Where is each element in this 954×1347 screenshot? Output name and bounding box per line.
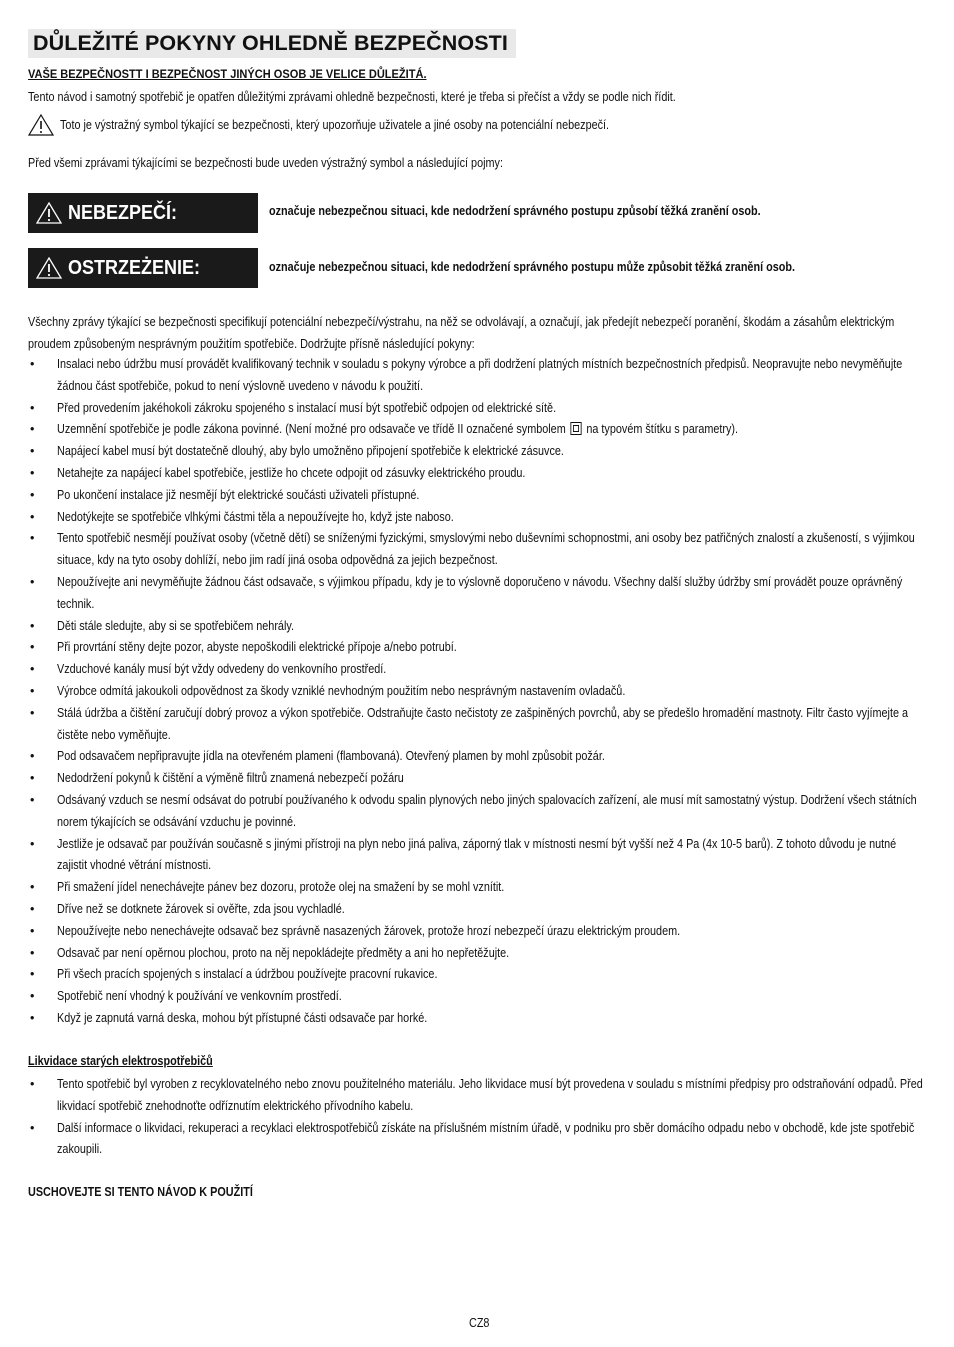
warning-triangle-icon <box>28 114 54 136</box>
list-item: • Nepoužívejte ani nevyměňujte žádnou část odsavače, s výjimkou případu, kdy je to výslovně doporučeno v návodu. Všechny další služby údržby smí provádět pouze oprávněný technik. <box>30 574 903 611</box>
danger-box <box>28 193 258 233</box>
warning-symbol-text: Toto je výstražný symbol týkající se bezpečnosti, který upozorňuje uživatele a jiné osoby na potenciální nebezpečí. <box>60 118 610 132</box>
list-item: • Výrobce odmítá jakoukoli odpovědnost za škody vzniklé nevhodným použitím nebo nesprávným nastavením ovladačů. <box>30 683 626 698</box>
grounding-text-before: Uzemnění spotřebiče je podle zákona povinné. (Není možné pro odsavače ve třídě II označené symbolem <box>57 422 566 437</box>
page-title: DŮLEŽITÉ POKYNY OHLEDNĚ BEZPEČNOSTI <box>28 29 516 58</box>
list-item: • Napájecí kabel musí být dostatečně dlouhý, aby bylo umožněno připojení spotřebiče k elektrické zásuvce. <box>30 444 564 459</box>
list-item: • Nepoužívejte nebo nenechávejte odsavač bez správně nasazených žárovek, protože hrozí nebezpečí úrazu elektrickým proudem. <box>30 923 681 938</box>
list-item: • Nedodržení pokynů k čištění a výměně filtrů znamená nebezpečí požáru <box>30 771 404 786</box>
list-item: • Spotřebič není vhodný k používání ve venkovním prostředí. <box>30 989 342 1004</box>
list-item: • Odsávaný vzduch se nesmí odsávat do potrubí používaného k odvodu spalin plynových nebo jiných spalovacích zařízení, ale musí mít samostatný výstup. Dodržení všech státních norem týkajících se odsávání vzduchu je povinné. <box>30 792 917 829</box>
list-item: • Insalaci nebo údržbu musí provádět kvalifikovaný technik v souladu s pokyny výrobce a při dodržení platných místních bezpečnostních předpisů. Neopravujte nebo nevyměňujte žádnou část spotřebiče, pokud to není výslovně uvedeno v návodu k použití. <box>30 357 903 393</box>
general-paragraph: Všechny zprávy týkající se bezpečnosti specifikují potenciální nebezpečí/výstrahu, na něž se odvolávají, a označují, jak předejít nebezpečí poranění, škodám a zásahům elektrickým proudem způsobeným nesprávným použitím spotřebiče. Dodržujte přísně následující pokyny: <box>28 315 895 351</box>
danger-description: označuje nebezpečnou situaci, kde nedodržení správného postupu způsobí těžká zranění osob. <box>269 204 761 218</box>
list-item: • Pod odsavačem nepřipravujte jídla na otevřeném plameni (flambovaná). Otevřený plamen by mohl způsobit požár. <box>30 749 605 764</box>
warning-description: označuje nebezpečnou situaci, kde nedodržení správného postupu může způsobit těžká zranění osob. <box>269 260 795 274</box>
page-number: CZ8 <box>469 1316 490 1330</box>
warning-triangle-icon <box>36 202 62 224</box>
preface-text: Před všemi zprávami týkajícími se bezpečnosti bude uveden výstražný symbol a následující pojmy: <box>28 156 503 170</box>
list-item: • Když je zapnutá varná deska, mohou být přístupné části odsavače par horké. <box>30 1010 428 1025</box>
list-item: • Vzduchové kanály musí být vždy odvedeny do venkovního prostředí. <box>30 662 387 677</box>
list-item: • Stálá údržba a čištění zaručují dobrý provoz a výkon spotřebiče. Odstraňujte často nečistoty ze zašpiněných povrchů, aby se předešlo hromadění mastnoty. Filtr často vyjímejte a čistěte nebo vyměňujte. <box>30 705 909 742</box>
intro-text: Tento návod i samotný spotřebič je opatřen důležitými zprávami ohledně bezpečnosti, které je třeba si přečíst a vždy se podle nich řídit. <box>28 90 676 104</box>
warning-label: OSTRZEŻENIE: <box>68 256 201 279</box>
warning-triangle-icon <box>36 257 62 279</box>
list-item: • Odsavač par není opěrnou plochou, proto na něj nepokládejte předměty a ani ho nepřetěžujte. <box>30 945 510 960</box>
list-item: • Při všech pracích spojených s instalací a údržbou používejte pracovní rukavice. <box>30 967 438 982</box>
grounding-text-after: na typovém štítku s parametry). <box>586 422 739 437</box>
list-item: • Dříve než se dotknete žárovek si ověřte, zda jsou vychladlé. <box>30 901 345 916</box>
warning-symbol-line <box>28 114 698 136</box>
safety-bullet-list <box>28 354 920 1030</box>
list-item: • Tento spotřebič nesmějí používat osoby (včetně dětí) se sníženými fyzickými, smyslovými nebo duševními schopnostmi, ani osoby bez patřičných znalostí a zkušeností, s výjimkou situace, kdy na tyto osoby dohlíží, nebo jim radí jiná osoba odpovědná za jejich bezpečnost. <box>30 531 915 568</box>
list-item: • Jestliže je odsavač par používán současně s jinými přístroji na plyn nebo jiná paliva, záporný tlak v místnosti nesmí být vyšší než 4 Pa (4x 10-5 barů). Z tohoto důvodu je nutné zajistit vhodné větrání místnosti. <box>30 836 897 873</box>
list-item: • Po ukončení instalace již nesmějí být elektrické součásti uživateli přístupné. <box>30 487 420 502</box>
disposal-bullet-list <box>28 1074 923 1161</box>
list-item: • Netahejte za napájecí kabel spotřebiče, jestliže ho chcete odpojit od zásuvky elektrického proudu. <box>30 465 526 480</box>
page-title-wrap <box>28 29 516 58</box>
disposal-heading: Likvidace starých elektrospotřebičů <box>28 1054 213 1068</box>
warning-box <box>28 248 258 288</box>
danger-label: NEBEZPEČÍ: <box>68 201 178 224</box>
list-item: • Další informace o likvidaci, rekuperaci a recyklaci elektrospotřebičů získáte na příslušném místním úřadě, v podniku pro sběr domácího odpadu nebo v obchodě, kde jste spotřebič zakoupili. <box>30 1120 915 1157</box>
subtitle: VAŠE BEZPEČNOSTT I BEZPEČNOST JINÝCH OSOB JE VELICE DŮLEŽITÁ. <box>28 67 427 81</box>
list-item-grounding: • Uzemnění spotřebiče je podle zákona povinné. (Není možné pro odsavače ve třídě II označené symbolem na typovém štítku s parametry). <box>30 422 739 437</box>
keep-manual-heading: USCHOVEJTE SI TENTO NÁVOD K POUŽITÍ <box>28 1185 253 1199</box>
list-item: • Při smažení jídel nenechávejte pánev bez dozoru, protože olej na smažení by se mohl vznítit. <box>30 880 505 895</box>
list-item: • Před provedením jakéhokoli zákroku spojeného s instalací musí být spotřebič odpojen od elektrické sítě. <box>30 400 557 415</box>
list-item: • Při provrtání stěny dejte pozor, abyste nepoškodili elektrické přípoje a/nebo potrubí. <box>30 640 457 655</box>
list-item: • Nedotýkejte se spotřebiče vlhkými částmi těla a nepoužívejte ho, když jste naboso. <box>30 509 454 524</box>
class-ii-double-square-icon <box>570 422 581 435</box>
list-item: • Tento spotřebič byl vyroben z recyklovatelného nebo znovu použitelného materiálu. Jeho likvidace musí být provedena v souladu s místními předpisy pro odstraňování odpadů. Před likvidací spotřebič znehodnoťte odříznutím elektrického přívodního kabelu. <box>30 1077 923 1113</box>
list-item: • Děti stále sledujte, aby si se spotřebičem nehrály. <box>30 618 294 633</box>
